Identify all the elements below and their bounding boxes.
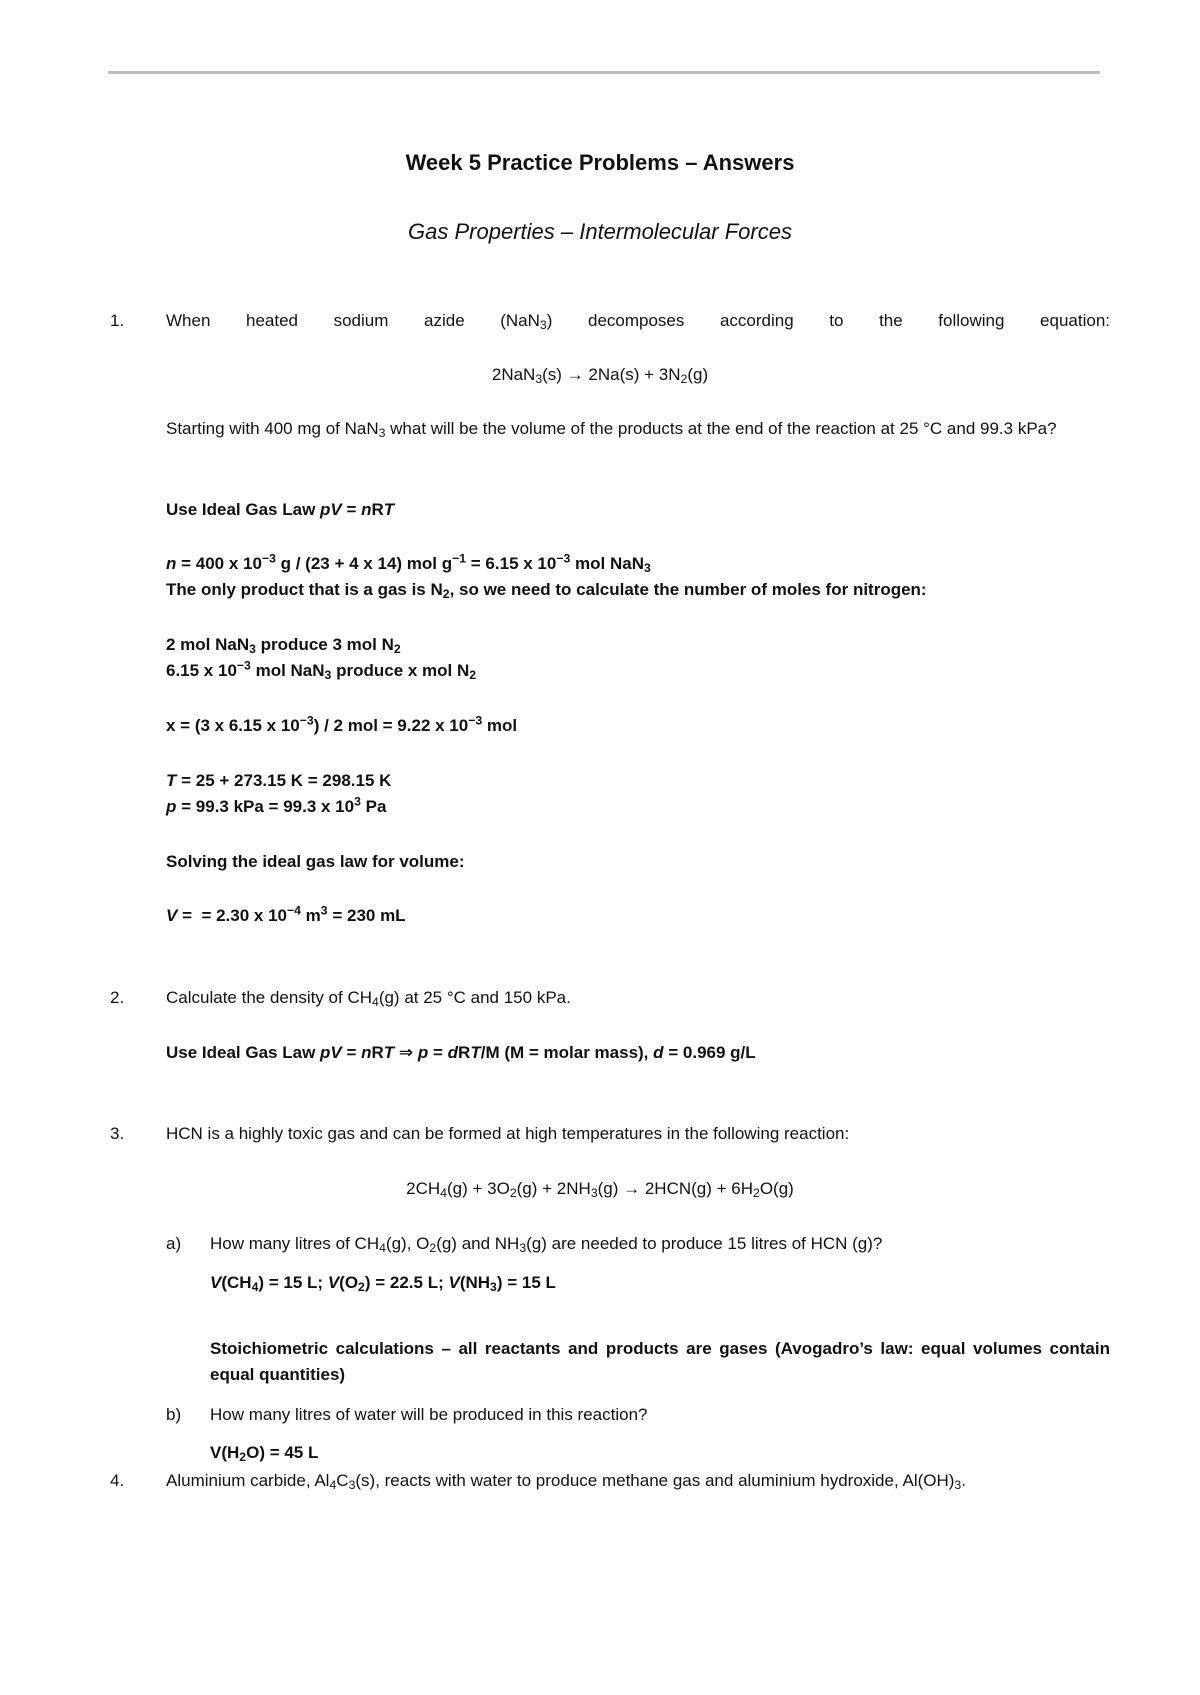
page-subtitle: Gas Properties – Intermolecular Forces (408, 219, 792, 244)
q2-number: 2. (110, 988, 125, 1007)
q2-answer: Use Ideal Gas Law pV = nRT ⇒ p = dRT/M (M = molar mass), d = 0.969 g/L (166, 1043, 756, 1062)
q1-T-calc: T = 25 + 273.15 K = 298.15 K (166, 771, 392, 790)
q1-V-calc: V = = 2.30 x $10^{-4}$ $m^3 = 230$ mL (166, 903, 406, 925)
q3-equation: $2CH_4(g) + 3O_2(g) + 2NH_3(g) \to 2HCN(g) + 6H_2O(g)$ (406, 1179, 794, 1201)
q3-a-answer: $V(CH_4) = 15$ L; $V(O_2) = 22.5$ L; $V(NH_3) = 15$ L (210, 1273, 556, 1295)
q1-law: Use Ideal Gas Law pV = nRT (166, 500, 395, 519)
q1-intro: When heated sodium azide (NaN$_3$) decomposes according to the following equation: (166, 311, 1110, 333)
q1-only-product: The only product that is a gas is $N_2$, so we need to calculate the number of moles for nitrogen: (166, 580, 927, 602)
q4-number: 4. (110, 1471, 125, 1490)
q3-b-answer: $V(H_2O) = 45$ L (210, 1443, 319, 1465)
q1-question: Starting with 400 mg of NaN$_3$ what will be the volume of the products at the end of the reaction at 25 °C and 99.3 kPa? (166, 419, 1057, 441)
q3-a-label: a) (166, 1234, 182, 1253)
header-rule (108, 71, 1100, 74)
q1-ratio-1: 2 mol NaN$_3$ produce 3 mol $N_2$ (166, 635, 401, 657)
q1-n-calc: n = 400 x $10^{-3}$ g / (23 + 4 x 14) mol $g^{-1} = 6.15$ x $10^{-3}$ mol NaN$_3$ (166, 551, 651, 576)
q1-ratio-2: 6.15 x $10^{-3}$ mol NaN$_3$ produce x mol $N_2$ (166, 658, 477, 683)
q3-a-note: Stoichiometric calculations – all reactants and products are gases (Avogadro’s law: equal volumes contain equal quantities) (210, 1339, 1110, 1384)
q1-solving: Solving the ideal gas law for volume: (166, 852, 465, 871)
q1-p-calc: p = 99.3 kPa = 99.3 x $10^3$ Pa (166, 794, 387, 816)
q3-b-label: b) (166, 1405, 182, 1424)
q1-number: 1. (110, 311, 125, 330)
q3-a-question: How many litres of $CH_4(g)$, $O_2(g)$ and $NH_3(g)$ are needed to produce 15 litres of HCN (g)? (210, 1234, 883, 1256)
q2-question: Calculate the density of $CH_4(g)$ at 25 °C and 150 kPa. (166, 988, 571, 1010)
q3-number: 3. (110, 1124, 125, 1143)
q3-b-question: How many litres of water will be produced in this reaction? (210, 1405, 648, 1424)
q3-intro: HCN is a highly toxic gas and can be formed at high temperatures in the following reaction: (166, 1124, 850, 1143)
page-title: Week 5 Practice Problems – Answers (405, 150, 795, 175)
q1-x-calc: x = (3 x 6.15 x $10^{-3}) / 2$ mol = 9.22 x $10^{-3}$ mol (166, 713, 518, 735)
q4-question: Aluminium carbide, $Al_4C_3(s)$, reacts with water to produce methane gas and aluminium hydroxide, $Al(OH)_3$. (166, 1471, 966, 1493)
q1-equation: $2NaN_3(s) \to 2Na(s) + 3N_2(g)$ (491, 365, 709, 387)
